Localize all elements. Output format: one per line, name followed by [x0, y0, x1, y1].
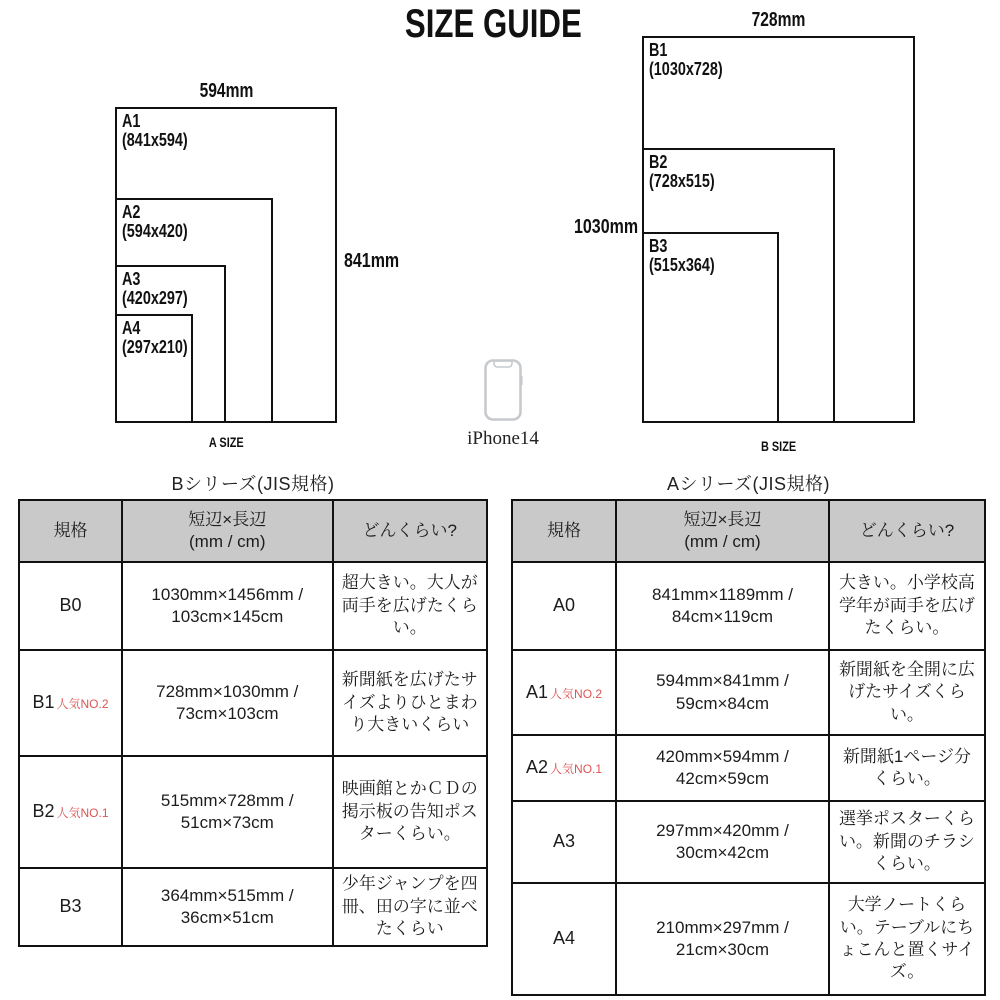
- col-header-spec: 規格: [512, 500, 616, 562]
- phone-label: iPhone14: [467, 428, 539, 449]
- col-header-size: 短辺×長辺 (mm / cm): [122, 500, 333, 562]
- table-row-b1: [19, 650, 487, 756]
- table-row-b0: [19, 562, 487, 650]
- cell-code: B2 人気NO.1: [19, 756, 122, 868]
- a-size-caption: A SIZE: [208, 434, 244, 450]
- cell-size: 841mm×1189mm / 84cm×119cm: [616, 562, 829, 650]
- cell-size: 1030mm×1456mm / 103cm×145cm: [122, 562, 333, 650]
- table-row-b3: [19, 868, 487, 946]
- cell-desc: 新聞紙を全開に広げたサイズくらい。: [829, 650, 985, 735]
- b-width-dimension: 728mm: [751, 9, 806, 31]
- cell-code: A0: [512, 562, 616, 650]
- table-row-a2: [512, 735, 985, 801]
- cell-code: B1 人気NO.2: [19, 650, 122, 756]
- popularity-badge: 人気NO.2: [550, 686, 603, 701]
- table-row-a0: [512, 562, 985, 650]
- cell-desc: 少年ジャンプを四冊、田の字に並べたくらい: [333, 868, 487, 946]
- col-header-desc: どんくらい?: [829, 500, 985, 562]
- cell-desc: 映画館とかＣＤの掲示板の告知ポスターくらい。: [333, 756, 487, 868]
- b-size-caption: B SIZE: [760, 438, 797, 454]
- col-header-size: 短辺×長辺 (mm / cm): [616, 500, 829, 562]
- col-header-spec: 規格: [19, 500, 122, 562]
- a-width-dimension: 594mm: [199, 80, 253, 102]
- box-label-a1: A1 (841x594): [122, 111, 188, 151]
- box-label-a3: A3 (420x297): [122, 269, 188, 309]
- cell-desc: 超大きい。大人が両手を広げたくらい。: [333, 562, 487, 650]
- table-header-row: [512, 500, 985, 562]
- table-row-a4: [512, 883, 985, 995]
- box-label-b3: B3 (515x364): [649, 236, 715, 276]
- table-row-a3: [512, 801, 985, 883]
- cell-size: 728mm×1030mm / 73cm×103cm: [122, 650, 333, 756]
- cell-size: 594mm×841mm / 59cm×84cm: [616, 650, 829, 735]
- cell-desc: 大きい。小学校高学年が両手を広げたくらい。: [829, 562, 985, 650]
- cell-size: 515mm×728mm / 51cm×73cm: [122, 756, 333, 868]
- box-label-a4: A4 (297x210): [122, 318, 188, 358]
- a-series-table-section: [511, 470, 986, 996]
- box-label-a2: A2 (594x420): [122, 202, 188, 242]
- popularity-badge: 人気NO.2: [56, 697, 109, 712]
- b-series-table-section: [18, 470, 488, 947]
- diagram-box-b3: [642, 232, 779, 423]
- table-row-a1: [512, 650, 985, 735]
- cell-code: B3: [19, 868, 122, 946]
- cell-desc: 大学ノートくらい。テーブルにちょこんと置くサイズ。: [829, 883, 985, 995]
- phone-reference: [460, 358, 546, 450]
- cell-code: B0: [19, 562, 122, 650]
- cell-size: 364mm×515mm / 36cm×51cm: [122, 868, 333, 946]
- cell-size: 420mm×594mm / 42cm×59cm: [616, 735, 829, 801]
- table-row-b2: [19, 756, 487, 868]
- cell-size: 297mm×420mm / 30cm×42cm: [616, 801, 829, 883]
- b-table-title: Bシリーズ(JIS規格): [171, 474, 335, 494]
- cell-desc: 新聞紙を広げたサイズよりひとまわり大きいくらい: [333, 650, 487, 756]
- b-height-dimension: 1030mm: [573, 216, 638, 238]
- box-label-b2: B2 (728x515): [649, 152, 715, 192]
- cell-code: A2 人気NO.1: [512, 735, 616, 801]
- page-title: SIZE GUIDE: [404, 2, 582, 46]
- cell-code: A3: [512, 801, 616, 883]
- popularity-badge: 人気NO.1: [550, 762, 603, 777]
- popularity-badge: 人気NO.1: [56, 806, 109, 821]
- a-height-dimension: 841mm: [344, 250, 400, 272]
- a-table-title: Aシリーズ(JIS規格): [666, 474, 831, 494]
- diagram-box-a4: [115, 314, 193, 423]
- col-header-desc: どんくらい?: [333, 500, 487, 562]
- box-label-b1: B1 (1030x728): [649, 40, 723, 80]
- cell-desc: 新聞紙1ページ分くらい。: [829, 735, 985, 801]
- iphone-icon: [483, 358, 523, 422]
- cell-desc: 選挙ポスターくらい。新聞のチラシくらい。: [829, 801, 985, 883]
- cell-code: A1 人気NO.2: [512, 650, 616, 735]
- cell-size: 210mm×297mm / 21cm×30cm: [616, 883, 829, 995]
- b-series-table: [18, 499, 488, 947]
- a-series-table: [511, 499, 986, 996]
- cell-code: A4: [512, 883, 616, 995]
- table-header-row: [19, 500, 487, 562]
